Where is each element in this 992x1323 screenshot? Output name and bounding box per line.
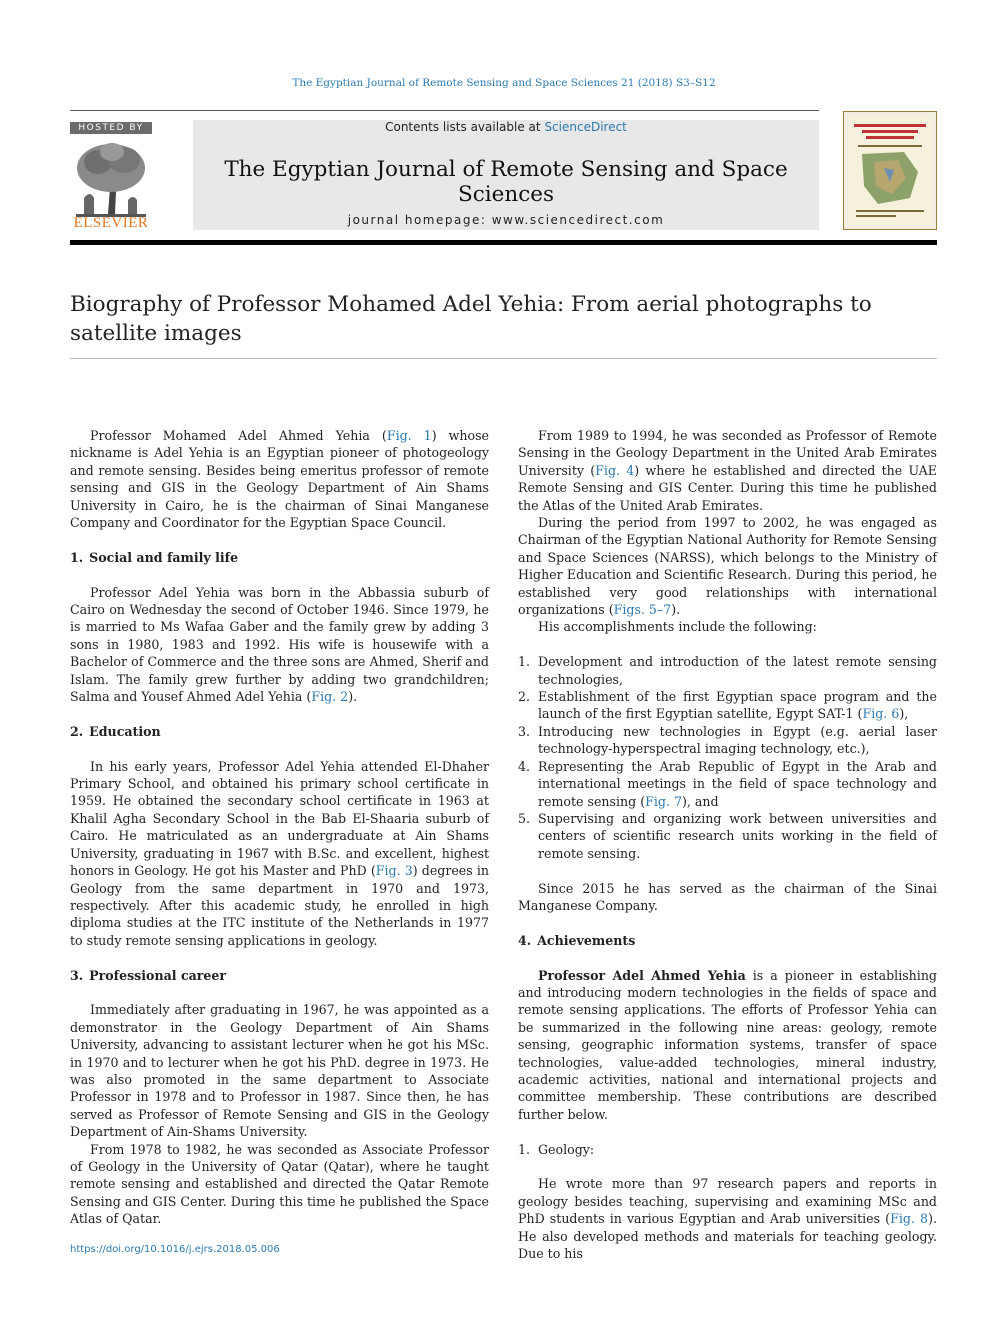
journal-masthead: [193, 120, 819, 230]
geology-text: He wrote more than 97 research papers and reports in geology besides teaching, supervising and examining MSc and PhD students in various Egyptian and Arab universities (: [518, 1176, 937, 1227]
hosted-by-label: HOSTED BY: [70, 122, 152, 134]
list-item: [518, 688, 937, 723]
family-paragraph: [70, 584, 489, 706]
list-number: 4.: [518, 758, 531, 774]
elsevier-wordmark: ELSEVIER: [73, 215, 149, 231]
header-thick-rule: [70, 240, 937, 245]
section-number: 4.: [518, 932, 532, 948]
section-title: Achievements: [537, 932, 636, 948]
section-heading-2: [70, 723, 489, 740]
fig-7-link[interactable]: Fig. 7: [645, 793, 682, 809]
contents-prefix: Contents lists available at: [385, 120, 545, 134]
achievements-paragraph: [518, 967, 937, 1124]
family-text-1: Professor Adel Yehia was born in the Abbassia suburb of Cairo on Wednesday the second of October 1946. Since 1979, he is married to Ms Wafaa Gaber and the family grew by adding 3 sons in 1980, 1983 and 1992. His wife is housewife with a Bachelor of Commerce and the three sons are Ahmed, Sherif and Islam. The family grew further by adding two grandchildren; Salma and Yousef Ahmed Adel Yehia (: [70, 584, 489, 705]
section-title: Education: [89, 723, 161, 739]
list-text: ),: [899, 706, 909, 722]
fig-4-link[interactable]: Fig. 4: [595, 462, 635, 478]
section-heading-3: [70, 967, 489, 984]
journal-citation[interactable]: [0, 77, 992, 89]
section-heading-1: [70, 549, 489, 566]
achievements-bold-name: Professor Adel Ahmed Yehia: [538, 967, 746, 983]
list-text: Development and introduction of the latest remote sensing technologies,: [538, 654, 937, 687]
section-number: 1.: [70, 549, 84, 565]
list-text: Supervising and organizing work between universities and centers of scientific research units working in the field of remote sensing.: [538, 810, 937, 861]
figs-5-7-link[interactable]: Figs. 5–7: [613, 602, 672, 618]
doi-link-container[interactable]: [70, 1244, 280, 1255]
career-text: ) where he established and directed the UAE Remote Sensing and GIS Center. During this time he published the Atlas of the United Arab Emirates.: [518, 462, 937, 513]
article-title: Biography of Professor Mohamed Adel Yehia: From aerial photographs to satellite images: [70, 292, 872, 346]
sciencedirect-link[interactable]: ScienceDirect: [544, 120, 627, 134]
list-text: Representing the Arab Republic of Egypt in the Arab and international meetings in the field of space technology and remote sensing (: [538, 758, 937, 809]
list-number: 3.: [518, 723, 531, 739]
achievements-text: is a pioneer in establishing and introducing modern technologies in the fields of space and remote sensing applications. The efforts of Professor Yehia can be summarized in the following nine areas: geology, remote sensing, geographic information systems, transfer of space technologies, value-added technologies, mineral industry, academic activities, national and international projects and committee membership. These contributions are described further below.: [518, 967, 937, 1122]
list-item: [518, 758, 937, 810]
section-title: Professional career: [89, 967, 227, 983]
career-text: During the period from 1997 to 2002, he was engaged as Chairman of the Egyptian National Authority for Remote Sensing and Space Sciences (NARSS), which belongs to the Ministry of Higher Education and Scientific Research. During this period, he established very good relationships with international organizations (: [518, 515, 937, 618]
area-label: Geology:: [538, 1141, 595, 1157]
career-paragraph-2: From 1978 to 1982, he was seconded as Associate Professor of Geology in the University of Qatar (Qatar), where he taught remote sensing and established and directed the Qatar Remote Sensing and GIS Center. During this time he published the Space Atlas of Qatar.: [70, 1141, 489, 1227]
career-paragraph-1: Immediately after graduating in 1967, he was appointed as a demonstrator in the Geology Department of Ain Shams University, advancing to assistant lecturer when he got his MSc. in 1970 and to lecturer when he got his PhD. degree in 1973. He was also promoted in the same department to Associate Professor in 1978 and to Professor in 1987. Since then, he has served as Professor of Remote Sensing and GIS in the Geology Department of Ain-Shams University.: [70, 1002, 489, 1140]
doi-link[interactable]: https://doi.org/10.1016/j.ejrs.2018.05.006: [70, 1244, 280, 1255]
list-item: [518, 723, 937, 758]
education-paragraph: [70, 758, 489, 949]
fig-3-link[interactable]: Fig. 3: [375, 863, 413, 879]
fig-2-link[interactable]: Fig. 2: [311, 689, 349, 705]
career-paragraph-6: Since 2015 he has served as the chairman of the Sinai Manganese Company.: [518, 880, 937, 913]
geology-paragraph: [518, 1175, 937, 1262]
list-number: 5.: [518, 810, 531, 826]
section-number: 2.: [70, 723, 84, 739]
left-column: [70, 427, 489, 1228]
intro-text-2: ) whose nickname is Adel Yehia is an Egyptian pioneer of photogeology and remote sensing. Besides being emeritus professor of remote sensing and GIS in the Geology Department of Ain Shams University in Cairo, he is the chairman of Sinai Manganese Company and Coordinator for the Egyptian Space Council.: [70, 428, 489, 531]
citation-link[interactable]: The Egyptian Journal of Remote Sensing and Space Sciences 21 (2018) S3–S12: [292, 77, 716, 89]
career-text: ).: [671, 602, 681, 618]
career-text: From 1989 to 1994, he was seconded as Professor of Remote Sensing in the Geology Department in the United Arab Emirates University (: [518, 428, 937, 478]
fig-8-link[interactable]: Fig. 8: [890, 1211, 929, 1227]
journal-cover-thumbnail[interactable]: [843, 111, 937, 230]
list-text: Introducing new technologies in Egypt (e.g. aerial laser technology-hyperspectral imaging technology, etc.),: [538, 723, 937, 757]
header-rule: [70, 110, 819, 111]
intro-paragraph: [70, 427, 489, 531]
elsevier-logo: [70, 138, 152, 232]
accomplishments-intro: His accomplishments include the following:: [538, 619, 817, 635]
fig-6-link[interactable]: Fig. 6: [862, 706, 900, 722]
intro-text-1: Professor Mohamed Adel Ahmed Yehia (: [90, 428, 387, 443]
career-paragraph-4: [518, 514, 937, 618]
fig-1-link[interactable]: Fig. 1: [386, 428, 432, 443]
education-text-1: In his early years, Professor Adel Yehia attended El-Dhaher Primary School, and obtained his primary school certificate in 1959. He obtained the secondary school certificate in 1963 at Khalil Agha Secondary School in the Bab El-Shaaria suburb of Cairo. He matriculated as an undergraduate at Ain Shams University, graduating in 1967 with B.Sc. and excellent, highest honors in Geology. He got his Master and PhD (: [70, 758, 489, 879]
accomplishments-list: [518, 653, 937, 862]
list-item: [518, 1141, 937, 1158]
right-column: [518, 427, 937, 1262]
journal-cover-image: [844, 112, 936, 229]
list-item: [518, 810, 937, 862]
family-text-2: ).: [348, 689, 358, 705]
list-number: 2.: [518, 689, 531, 705]
journal-title: The Egyptian Journal of Remote Sensing and Space Sciences: [224, 157, 788, 207]
geology-text: ). He also developed methods and materials for teaching geology. Due to his: [518, 1211, 937, 1261]
list-number: 1.: [518, 654, 531, 670]
section-number: 3.: [70, 967, 84, 983]
contents-line: [193, 120, 819, 134]
list-number: 1.: [518, 1141, 531, 1157]
title-rule: [70, 358, 937, 359]
career-paragraph-3: [518, 427, 937, 514]
section-heading-4: [518, 932, 937, 949]
achievement-areas-list: [518, 1141, 937, 1158]
journal-homepage[interactable]: journal homepage: www.sciencedirect.com: [347, 213, 665, 227]
list-text: Establishment of the first Egyptian space program and the launch of the first Egyptian satellite, Egypt SAT-1 (: [538, 689, 937, 722]
education-text-2: ) degrees in Geology from the same department in 1970 and 1973, respectively. After this academic study, he enrolled in high diploma studies at the ITC institute of the Netherlands in 1977 to study remote sensing applications in geology.: [70, 863, 489, 948]
list-item: [518, 653, 937, 688]
section-title: Social and family life: [89, 549, 239, 565]
list-text: ), and: [681, 793, 719, 809]
